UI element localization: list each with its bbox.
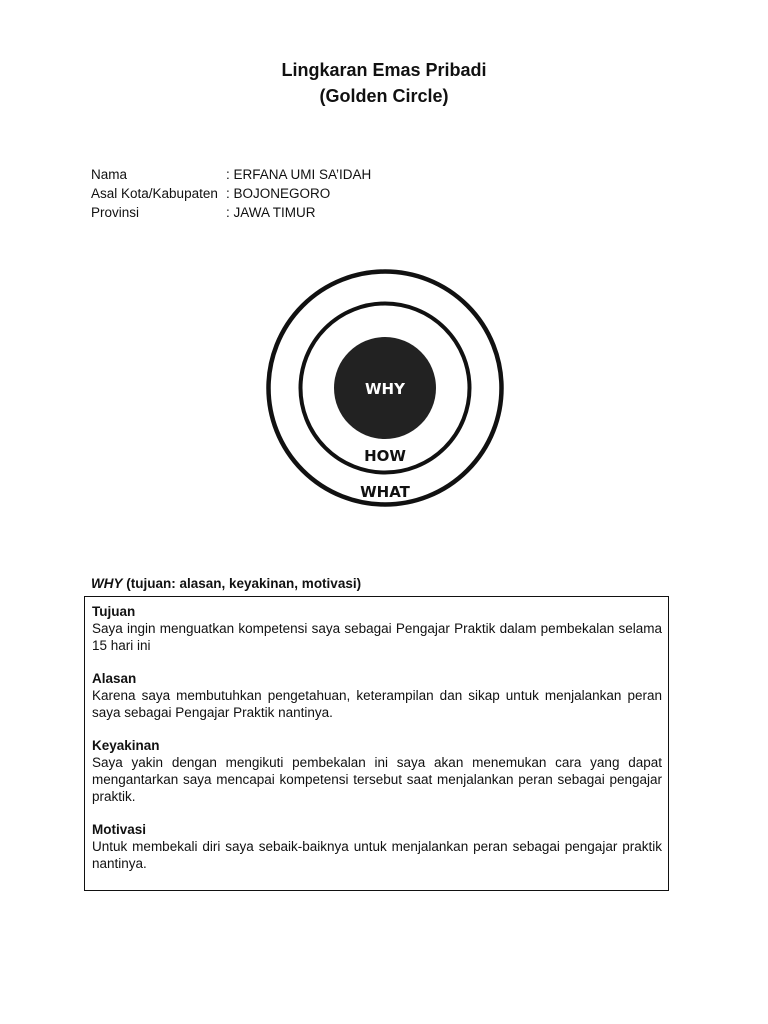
what-label: WHAT	[360, 483, 410, 501]
identity-value: : JAWA TIMUR	[226, 205, 316, 220]
block-text: Karena saya membutuhkan pengetahuan, keterampilan dan sikap untuk menjalankan peran saya sebagai Pengajar Praktik nantinya.	[92, 688, 662, 720]
block-text: Untuk membekali diri saya sebaik-baiknya untuk menjalankan peran sebagai pengajar praktik nantinya.	[92, 839, 662, 871]
identity-label: Provinsi	[91, 205, 140, 220]
identity-row-provinsi	[91, 203, 371, 222]
block-text: Saya ingin menguatkan kompetensi saya sebagai Pengajar Praktik dalam pembekalan selama 15 hari ini	[92, 621, 662, 653]
why-content-box	[84, 596, 669, 891]
identity-value: : ERFANA UMI SA’IDAH	[226, 167, 372, 182]
identity-section	[91, 165, 371, 222]
identity-label: Nama	[91, 167, 128, 182]
identity-row-asal	[91, 184, 371, 203]
block-text: Saya yakin dengan mengikuti pembekalan ini saya akan menemukan cara yang dapat mengantarkan saya mencapai kompetensi tersebut saat menjalankan peran sebagai pengajar praktik.	[92, 755, 662, 804]
identity-label: Asal Kota/Kabupaten	[91, 186, 218, 201]
block-keyakinan	[92, 737, 662, 805]
block-title: Tujuan	[92, 604, 136, 619]
how-label: HOW	[364, 447, 406, 465]
block-motivasi	[92, 821, 662, 872]
golden-circle-diagram	[262, 262, 508, 516]
document-title: Lingkaran Emas Pribadi	[281, 60, 487, 80]
section-heading	[91, 576, 361, 591]
identity-value: : BOJONEGORO	[226, 186, 331, 201]
section-heading-rest: (tujuan: alasan, keyakinan, motivasi)	[122, 576, 362, 591]
block-title: Keyakinan	[92, 738, 160, 753]
document-subtitle: (Golden Circle)	[319, 86, 449, 106]
block-alasan	[92, 670, 662, 721]
why-label: WHY	[365, 380, 405, 398]
block-title: Alasan	[92, 671, 137, 686]
block-tujuan	[92, 603, 662, 654]
block-title: Motivasi	[92, 822, 147, 837]
section-heading-why: WHY	[91, 576, 123, 591]
identity-row-nama	[91, 165, 371, 184]
